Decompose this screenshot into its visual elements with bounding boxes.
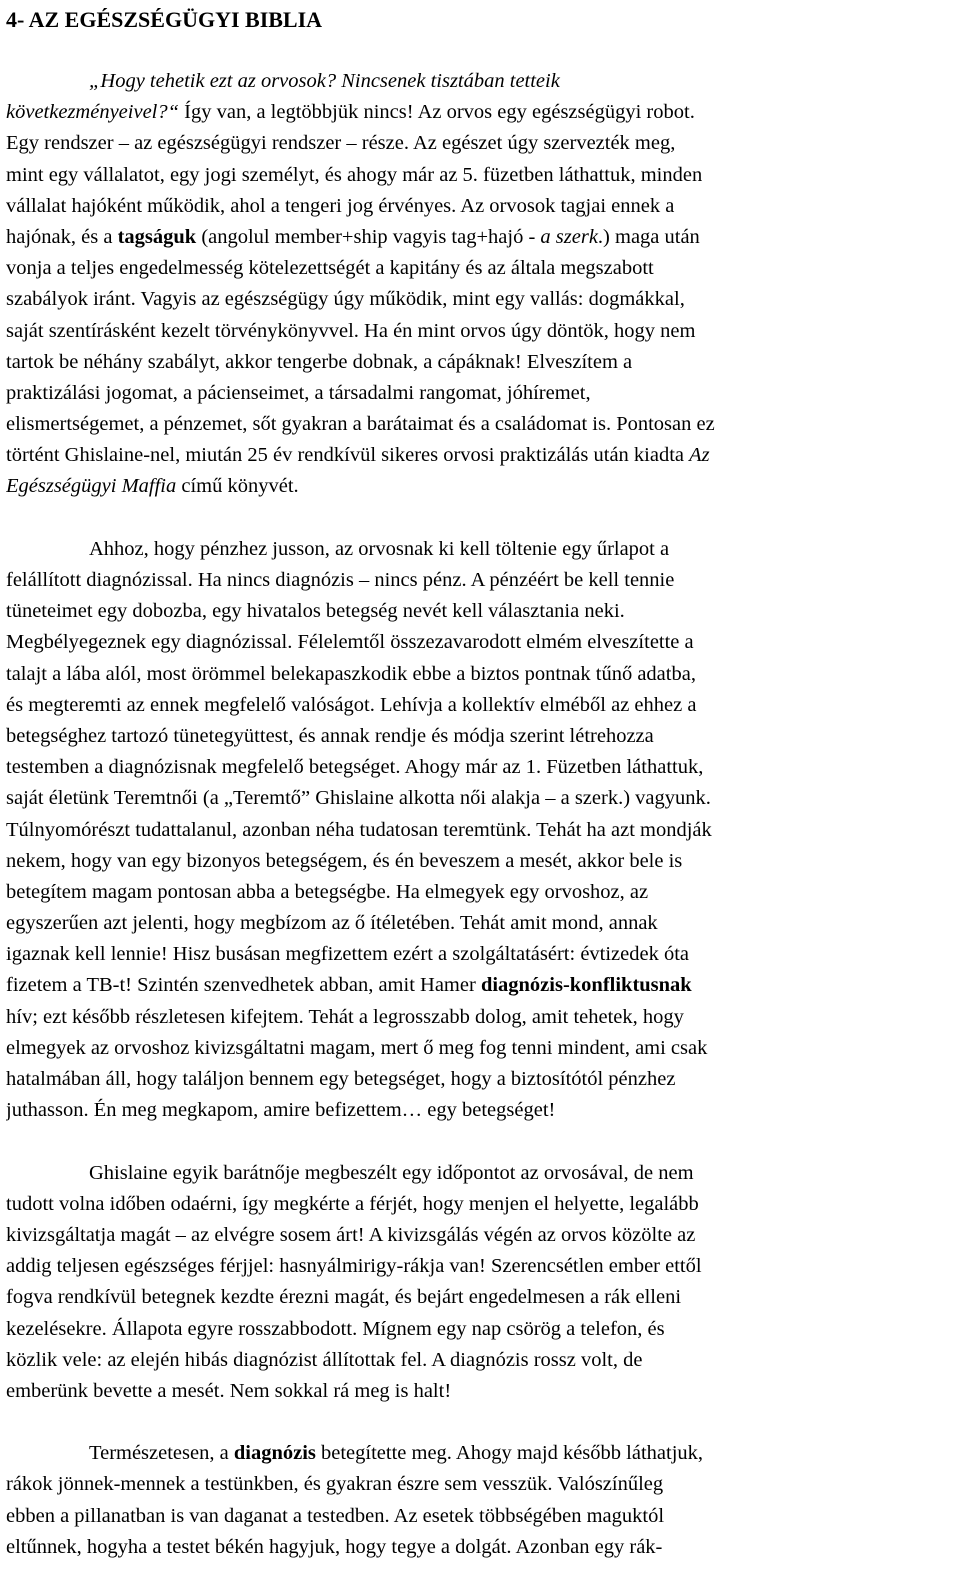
text-line [6, 316, 950, 347]
text-run: tudott volna időben odaérni, így megkérte a férjét, hogy menjen el helyette, legalább [6, 1192, 699, 1215]
text-run: betegítette meg. Ahogy majd később láthatjuk, [315, 1442, 704, 1465]
text-line [6, 1345, 950, 1376]
text-line [6, 97, 950, 128]
text-run: kezelésekre. Állapota egyre rosszabbodott. Mígnem egy nap csörög a telefon, és [6, 1317, 665, 1340]
text-line [6, 534, 950, 565]
paragraph-gap [6, 503, 950, 534]
text-run: hív; ezt később részletesen kifejtem. Tehát a legrosszabb dolog, amit tehetek, hogy [6, 1005, 684, 1028]
text-line [6, 1064, 950, 1095]
bold-text: tagságuk [117, 225, 197, 248]
text-line [6, 1438, 950, 1469]
text-run: és megteremti az ennek megfelelő valóságot. Lehívja a kollektív elméből az ehhez a [6, 693, 697, 716]
text-line [6, 1033, 950, 1064]
text-line [6, 752, 950, 783]
text-line [6, 815, 950, 846]
text-line [6, 128, 950, 159]
text-line [6, 627, 950, 658]
text-line [6, 1251, 950, 1282]
text-run: mint egy vállalatot, egy jogi személyt, és ahogy már az 5. füzetben láthattuk, minden [6, 163, 703, 186]
text-line [6, 1532, 950, 1563]
bold-text: diagnózis-konfliktusnak [480, 974, 692, 997]
text-line [6, 659, 950, 690]
paragraph-gap [6, 1126, 950, 1157]
text-run: fizetem a TB-t! Szintén szenvedhetek abban, amit Hamer [6, 974, 481, 997]
text-run: vállalat hajóként működik, ahol a tengeri jog érvényes. Az orvosok tagjai ennek a [6, 194, 675, 217]
text-line [6, 1095, 950, 1126]
text-run: Egy rendszer – az egészségügyi rendszer – része. Az egészet úgy szervezték meg, [6, 132, 676, 155]
text-line [6, 939, 950, 970]
paragraph-gap [6, 1407, 950, 1438]
paragraph [6, 534, 950, 1127]
text-line [6, 783, 950, 814]
text-line [6, 191, 950, 222]
text-run: elmegyek az orvoshoz kivizsgáltatni magam, mert ő meg fog tenni mindent, ami csak [6, 1036, 708, 1059]
text-line [6, 1501, 950, 1532]
text-line [6, 471, 950, 502]
text-run: Ahhoz, hogy pénzhez jusson, az orvosnak ki kell töltenie egy űrlapot a [89, 537, 670, 560]
italic-text: következményeivel?“ [6, 101, 180, 124]
text-line [6, 409, 950, 440]
text-line [6, 690, 950, 721]
text-line [6, 846, 950, 877]
bold-text: diagnózis [233, 1442, 316, 1465]
text-run: felállított diagnózissal. Ha nincs diagnózis – nincs pénz. A pénzéért be kell tennie [6, 569, 675, 591]
paragraph [6, 1158, 950, 1408]
text-line [6, 1282, 950, 1313]
text-run: talajt a lába alól, most örömmel belekapaszkodik ebbe a biztos pontnak tűnő adatba, [6, 662, 696, 685]
text-run: szabályok iránt. Vagyis az egészségügy úgy működik, mint egy vallás: dogmákkal, [6, 288, 685, 311]
text-line [6, 440, 950, 471]
text-run: Természetesen, a [89, 1442, 234, 1465]
text-line [6, 253, 950, 284]
text-run: hajónak, és a [6, 225, 118, 248]
document-page [6, 0, 950, 1563]
text-line [6, 66, 950, 97]
text-line [6, 347, 950, 378]
text-run: tartok be néhány szabályt, akkor tengerbe dobnak, a cápáknak! Elveszítem a [6, 350, 633, 373]
italic-text: Egészségügyi Maffia [6, 475, 177, 498]
italic-text: a szerk [540, 225, 598, 248]
text-run: addig teljesen egészséges férjjel: hasnyálmirigy-rákja van! Szerencsétlen ember ettől [6, 1255, 702, 1278]
text-run: rákok jönnek-mennek a testünkben, és gyakran észre sem vesszük. Valószínűleg [6, 1473, 664, 1496]
text-line [6, 284, 950, 315]
text-line [6, 1002, 950, 1033]
text-run: .) maga után [597, 225, 700, 248]
text-run: vonja a teljes engedelmesség kötelezettségét a kapitány és az általa megszabott [6, 257, 654, 280]
paragraph [6, 1438, 950, 1563]
text-line [6, 1469, 950, 1500]
text-line [6, 908, 950, 939]
text-run: emberünk bevette a mesét. Nem sokkal rá meg is halt! [6, 1379, 452, 1402]
text-run: juthasson. Én meg megkapom, amire befizettem… egy betegséget! [6, 1099, 556, 1122]
text-line [6, 565, 950, 596]
text-run: saját szentírásként kezelt törvénykönyvvel. Ha én mint orvos úgy döntök, hogy nem [6, 319, 696, 342]
text-line [6, 721, 950, 752]
italic-text: Az [689, 444, 710, 467]
text-run: eltűnnek, hogyha a testet békén hagyjuk, hogy tegye a dolgát. Azonban egy rák- [6, 1535, 663, 1558]
document-body [6, 66, 950, 1563]
text-line [6, 1376, 950, 1407]
text-run: Túlnyomórészt tudattalanul, azonban néha tudatosan teremtünk. Tehát ha azt mondják [6, 818, 712, 841]
text-run: Így van, a legtöbbjük nincs! Az orvos egy egészségügyi robot. [179, 101, 695, 124]
text-run: egyszerűen azt jelenti, hogy megbízom az ő ítéletében. Tehát amit mond, annak [6, 912, 658, 935]
text-line [6, 1220, 950, 1251]
text-run: testemben a diagnózisnak megfelelő betegséget. Ahogy már az 1. Füzetben láthattuk, [6, 756, 704, 779]
text-line [6, 1314, 950, 1345]
text-run: kivizsgáltatja magát – az elvégre sosem árt! A kivizsgálás végén az orvos közölte az [6, 1223, 696, 1246]
text-run: Ghislaine egyik barátnője megbeszélt egy időpontot az orvosával, de nem [89, 1161, 694, 1184]
text-line [6, 378, 950, 409]
text-run: fogva rendkívül betegnek kezdte érezni magát, és bejárt engedelmesen a rák elleni [6, 1286, 682, 1309]
text-line [6, 970, 950, 1001]
text-run: praktizálási jogomat, a pácienseimet, a társadalmi rangomat, jóhíremet, [6, 381, 591, 404]
text-line [6, 160, 950, 191]
text-run: saját életünk Teremtnői (a „Teremtő” Ghislaine alkotta női alakja – a szerk.) vagyunk. [6, 787, 711, 810]
text-run: elismertségemet, a pénzemet, sőt gyakran a barátaimat és a családomat is. Pontosan ez [6, 413, 715, 436]
text-run: történt Ghislaine-nel, miután 25 év rendkívül sikeres orvosi praktizálás után kiadta [6, 444, 690, 467]
text-run: betegséghez tartozó tünetegyüttest, és annak rendje és módja szerint létrehozza [6, 724, 654, 747]
text-run: betegítem magam pontosan abba a betegségbe. Ha elmegyek egy orvoshoz, az [6, 880, 649, 903]
text-run: nekem, hogy van egy bizonyos betegségem, és én beveszem a mesét, akkor bele is [6, 849, 683, 872]
text-line [6, 596, 950, 627]
text-run: igaznak kell lennie! Hisz busásan megfizettem ezért a szolgáltatásért: évtizedek óta [6, 943, 690, 966]
italic-text: „Hogy tehetik ezt az orvosok? Nincsenek tisztában tetteik [89, 70, 560, 92]
text-line [6, 222, 950, 253]
text-run: hatalmában áll, hogy találjon bennem egy betegséget, hogy a biztosítótól pénzhez [6, 1068, 676, 1090]
text-run: Megbélyegeznek egy diagnózissal. Félelemtől összezavarodott elmém elveszítette a [6, 631, 694, 654]
text-line [6, 1189, 950, 1220]
text-run: (angolul member+ship vagyis tag+hajó - [196, 225, 541, 248]
text-line [6, 1158, 950, 1189]
text-run: című könyvét. [176, 475, 299, 498]
page-header: 4- AZ EGÉSZSÉGÜGYI BIBLIA [6, 7, 323, 32]
text-run: ebben a pillanatban is van daganat a testedben. Az esetek többségében maguktól [6, 1504, 665, 1527]
text-run: tüneteimet egy dobozba, egy hivatalos betegség nevét kell választania neki. [6, 600, 625, 623]
paragraph [6, 66, 950, 503]
text-line [6, 877, 950, 908]
text-run: közlik vele: az elején hibás diagnózist állítottak fel. A diagnózis rossz volt, de [6, 1348, 643, 1371]
